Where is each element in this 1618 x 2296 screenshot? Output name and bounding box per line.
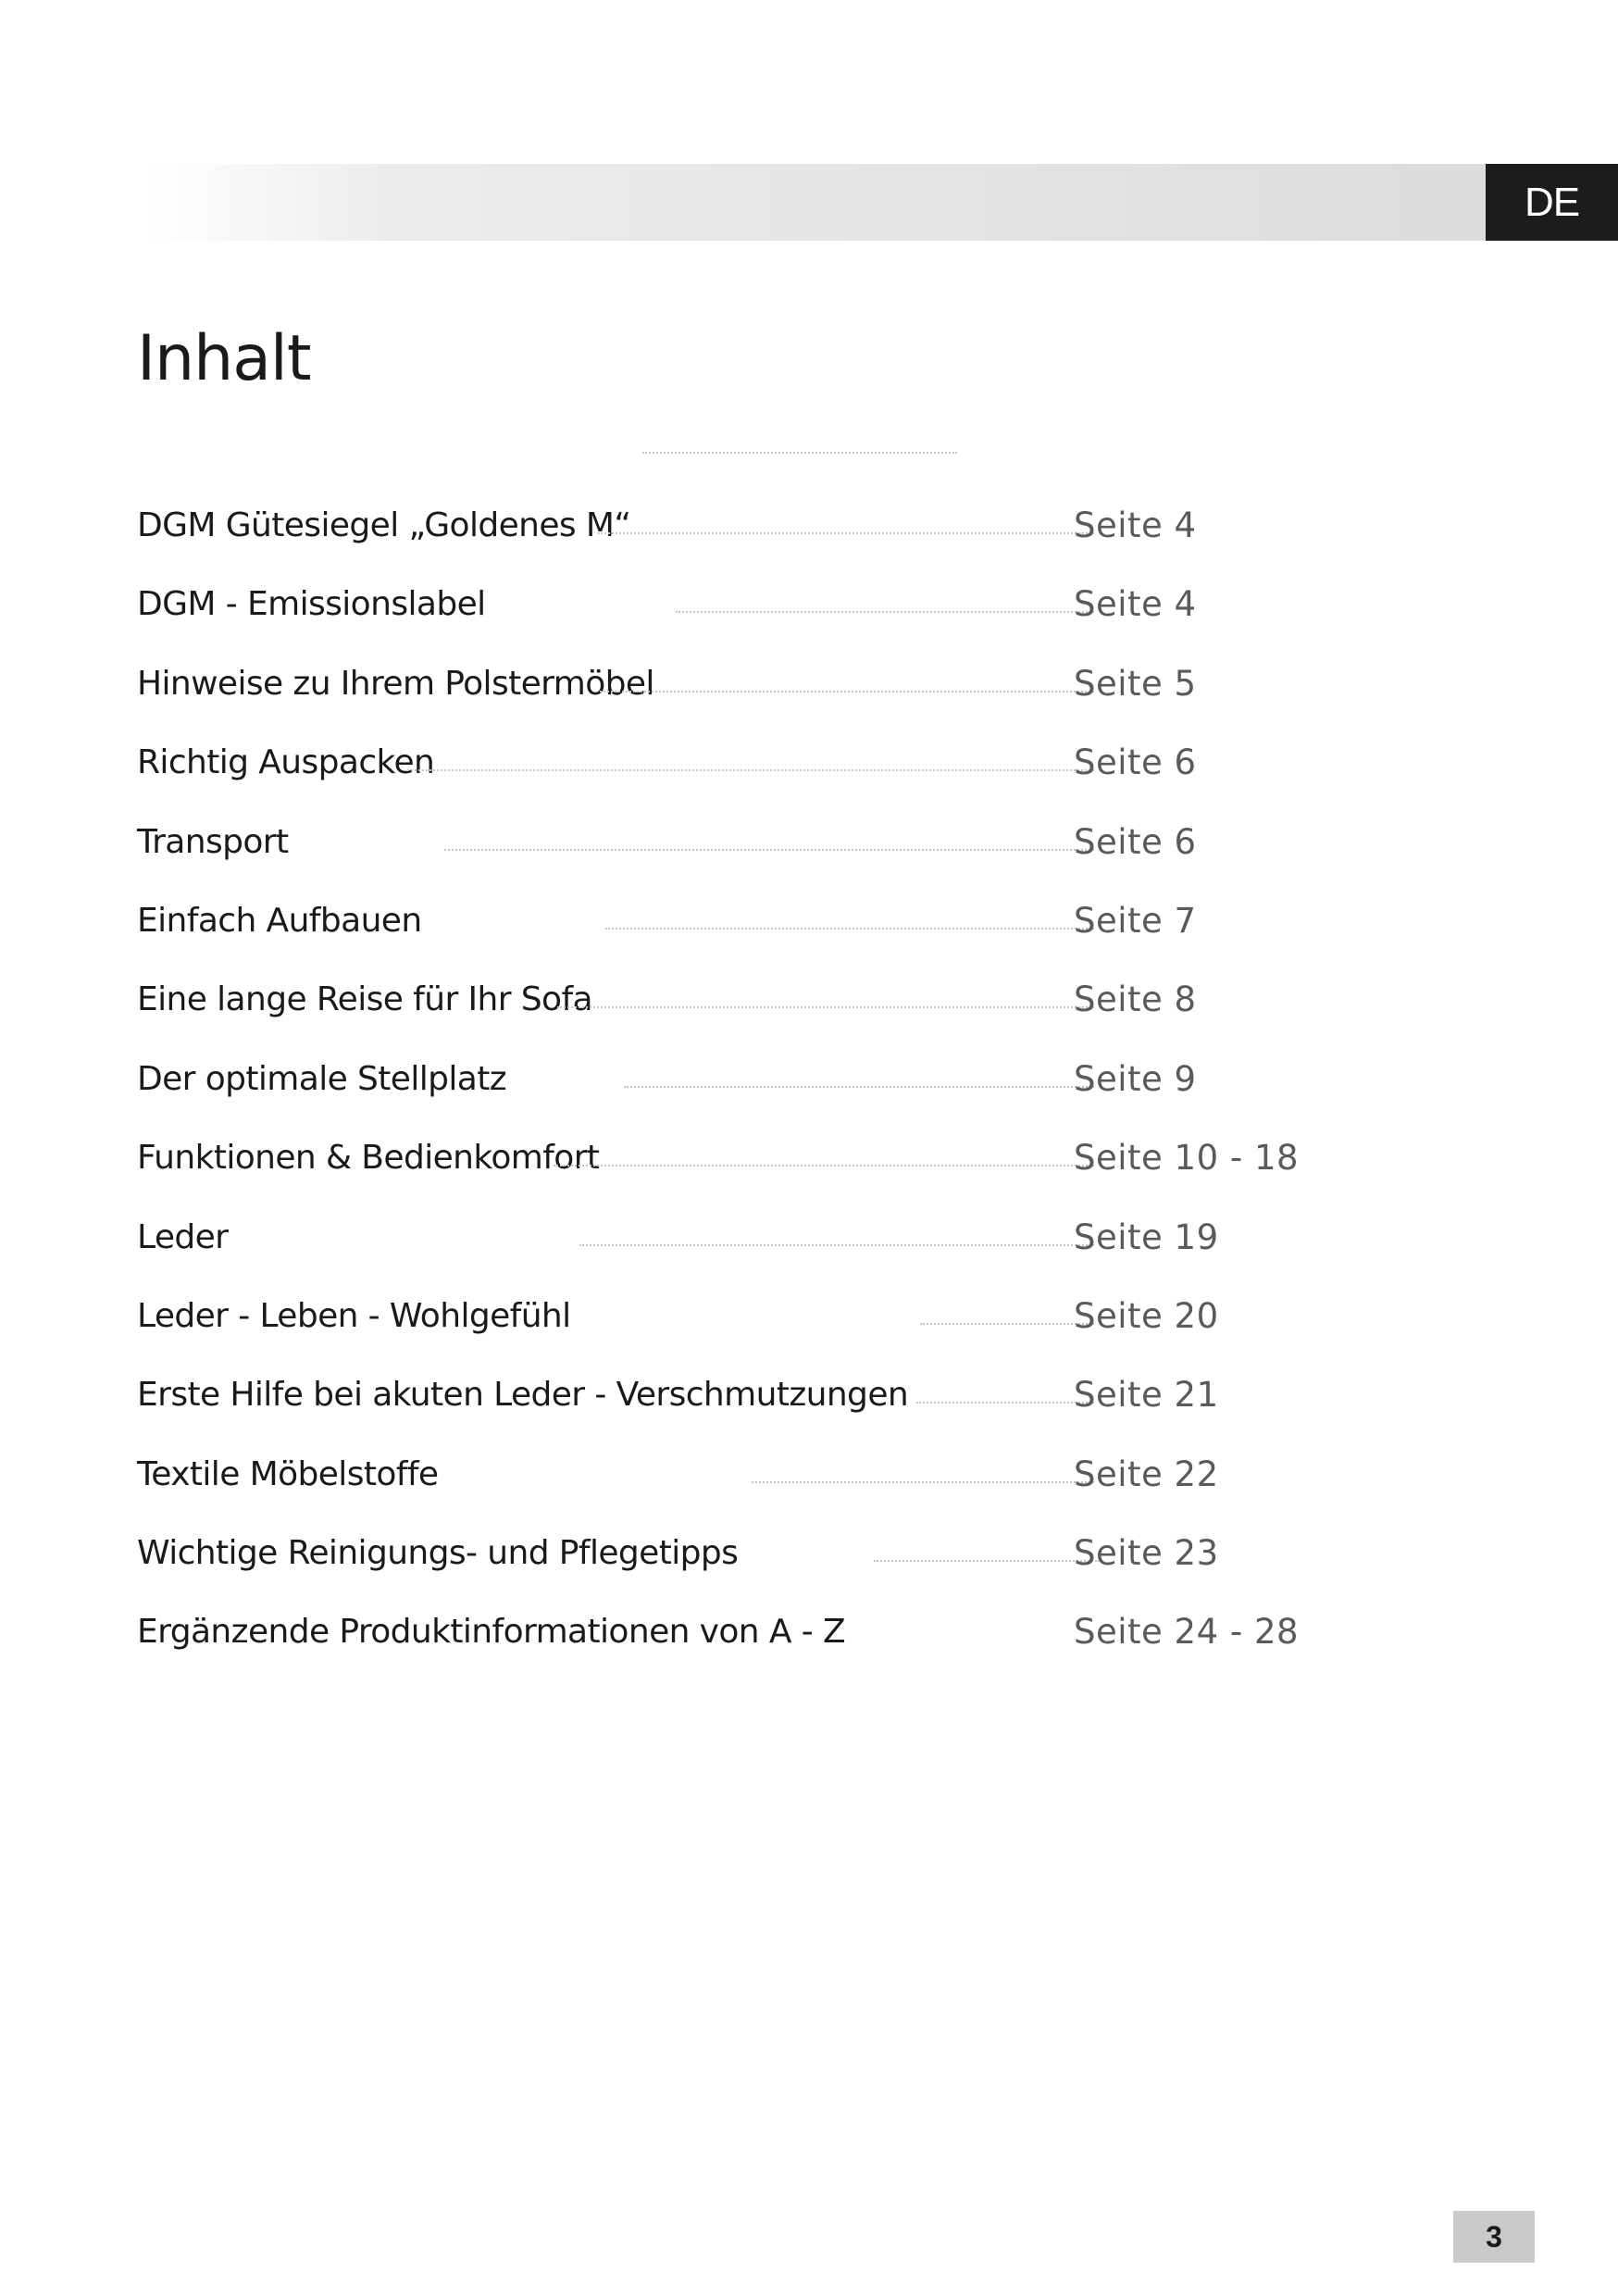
toc-leader-dots: [557, 1006, 1094, 1008]
table-of-contents: [137, 500, 1300, 1686]
header-gradient-bar: [148, 164, 1486, 241]
toc-leader-dots: [554, 1165, 1094, 1167]
toc-entry[interactable]: [137, 1212, 1294, 1291]
toc-entry[interactable]: [137, 1132, 1300, 1211]
toc-entry-page: Seite 10 - 18: [1074, 1138, 1300, 1179]
toc-entry-page: Seite 7: [1074, 900, 1197, 941]
toc-entry-page: Seite 19: [1074, 1217, 1219, 1257]
page-number: 3: [1453, 2211, 1535, 2263]
toc-entry-page: Seite 4: [1074, 505, 1197, 545]
toc-entry-page: Seite 22: [1074, 1454, 1219, 1494]
dotted-leader-decoration: [642, 452, 957, 454]
toc-leader-dots: [579, 1244, 1094, 1246]
toc-entry-title: Eine lange Reise für Ihr Sofa: [137, 980, 592, 1019]
toc-entry-page: Seite 20: [1074, 1295, 1219, 1336]
toc-leader-dots: [407, 769, 1094, 771]
toc-entry-title: Textile Möbelstoffe: [137, 1454, 439, 1493]
toc-entry-title: Erste Hilfe bei akuten Leder - Verschmutzungen: [137, 1376, 909, 1415]
toc-entry-title: Leder: [137, 1217, 229, 1256]
toc-leader-dots: [600, 691, 1094, 693]
toc-entry[interactable]: [137, 1606, 1300, 1685]
toc-entry-title: Ergänzende Produktinformationen von A - Z: [137, 1613, 846, 1652]
toc-entry[interactable]: [137, 1291, 1294, 1369]
toc-entry-title: Leder - Leben - Wohlgefühl: [137, 1296, 571, 1335]
toc-leader-dots: [676, 611, 1094, 613]
toc-entry-title: Funktionen & Bedienkomfort: [137, 1139, 600, 1178]
toc-entry[interactable]: [137, 1528, 1294, 1606]
toc-entry-title: Einfach Aufbauen: [137, 901, 422, 940]
toc-leader-dots: [605, 928, 1094, 930]
toc-entry[interactable]: [137, 895, 1294, 974]
toc-entry-title: Transport: [137, 822, 289, 861]
toc-leader-dots: [624, 1086, 1094, 1088]
toc-entry[interactable]: [137, 1054, 1294, 1132]
toc-entry-page: Seite 9: [1074, 1058, 1197, 1099]
toc-entry-page: Seite 21: [1074, 1375, 1219, 1416]
toc-entry[interactable]: [137, 817, 1294, 895]
toc-entry-title: Hinweise zu Ihrem Polstermöbel: [137, 664, 654, 703]
language-tab: DE: [1486, 164, 1618, 241]
toc-leader-dots: [752, 1481, 1094, 1483]
toc-leader-dots: [916, 1402, 1094, 1404]
toc-entry-title: DGM - Emissionslabel: [137, 585, 486, 624]
toc-entry[interactable]: [137, 1449, 1294, 1528]
toc-entry[interactable]: [137, 1369, 1294, 1448]
toc-entry-title: Richtig Auspacken: [137, 743, 435, 782]
toc-entry[interactable]: [137, 737, 1294, 816]
toc-leader-dots: [874, 1560, 1100, 1562]
toc-leader-dots: [598, 532, 1094, 534]
toc-entry-page: Seite 8: [1074, 980, 1197, 1020]
toc-entry-page: Seite 4: [1074, 584, 1197, 625]
toc-entry-title: Wichtige Reinigungs- und Pflegetipps: [137, 1534, 739, 1573]
toc-entry-page: Seite 23: [1074, 1533, 1219, 1574]
toc-leader-dots: [444, 849, 1094, 851]
toc-entry-page: Seite 6: [1074, 742, 1197, 783]
toc-entry-title: DGM Gütesiegel „Goldenes M“: [137, 506, 631, 544]
toc-leader-dots: [920, 1323, 1094, 1325]
toc-entry-page: Seite 6: [1074, 821, 1197, 862]
toc-entry-page: Seite 5: [1074, 663, 1197, 704]
toc-entry-title: Der optimale Stellplatz: [137, 1059, 507, 1098]
toc-entry[interactable]: [137, 658, 1294, 737]
toc-entry[interactable]: [137, 500, 1294, 579]
toc-entry[interactable]: [137, 579, 1294, 657]
toc-entry[interactable]: [137, 974, 1294, 1053]
page-title: Inhalt: [137, 322, 311, 395]
toc-entry-page: Seite 24 - 28: [1074, 1612, 1300, 1653]
